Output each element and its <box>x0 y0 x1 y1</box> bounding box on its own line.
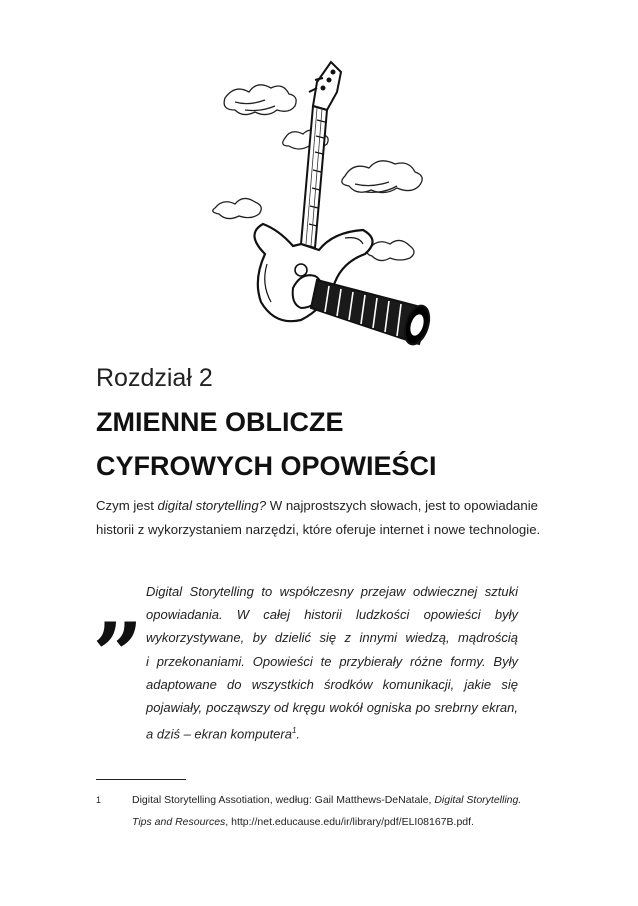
cloud-icon <box>224 85 296 115</box>
quote-line: adaptowane do wszystkich środków komunikacji, jakie się <box>146 676 518 692</box>
quote-line <box>146 719 518 746</box>
cloud-icon <box>342 161 422 193</box>
footnote-title: Digital Storytelling. <box>434 794 522 806</box>
intro-line <box>96 494 552 518</box>
cloud-icon <box>367 240 414 260</box>
guitar-headstock <box>309 62 341 110</box>
cloud-icon <box>213 198 262 218</box>
quote-line: Digital Storytelling to współczesny przejaw odwiecznej sztuki <box>146 584 518 599</box>
intro-line: historii z wykorzystaniem narzędzi, które oferuje internet i nowe technologie. <box>96 522 541 537</box>
footnote-text <box>132 789 552 833</box>
quote-mark-icon: „ <box>94 552 145 656</box>
footnote-url[interactable]: , http://net.educause.edu/ir/library/pdf/ELI08167B.pdf. <box>225 816 474 828</box>
footnote-line <box>132 789 552 811</box>
chapter-title-line: CYFROWYCH OPOWIEŚCI <box>96 451 437 481</box>
footnote-number: 1 <box>96 795 102 805</box>
intro-paragraph <box>96 494 552 542</box>
intro-rest: W najprostszych słowach, jest to opowiadanie <box>266 498 538 513</box>
quote-line: opowiadania. W całej historii ludzkości opowieści były <box>146 607 518 623</box>
guitar-illustration <box>205 58 455 358</box>
footnote-divider <box>96 779 186 780</box>
guitar-neck <box>301 106 327 248</box>
chapter-label: Rozdział 2 <box>96 364 213 392</box>
chapter-title <box>96 400 437 488</box>
quote-last-text: a dziś – ekran komputera <box>146 726 292 742</box>
intro-prefix: Czym jest <box>96 498 158 513</box>
chapter-title-line: ZMIENNE OBLICZE <box>96 407 344 437</box>
footnote-source: Digital Storytelling Assotiation, według: Gail Matthews-DeNatale, <box>132 794 435 806</box>
quote-line: pojawiały, począwszy od kręgu wokół ogniska po srebrny ekran, <box>146 700 518 716</box>
footnote-line <box>132 811 552 833</box>
quote-block <box>146 580 518 746</box>
quote-line: wykorzystywane, by dzielić się z innymi wiedzą, mądrością <box>146 630 518 646</box>
footnote-title: Tips and Resources <box>132 816 226 828</box>
quote-line: i przekonaniami. Opowieści te przybierały różne formy. Były <box>146 653 518 669</box>
footnote-ref[interactable]: 1 <box>291 726 297 736</box>
intro-emphasis: digital storytelling? <box>157 498 267 513</box>
quote-last-end: . <box>296 726 301 742</box>
